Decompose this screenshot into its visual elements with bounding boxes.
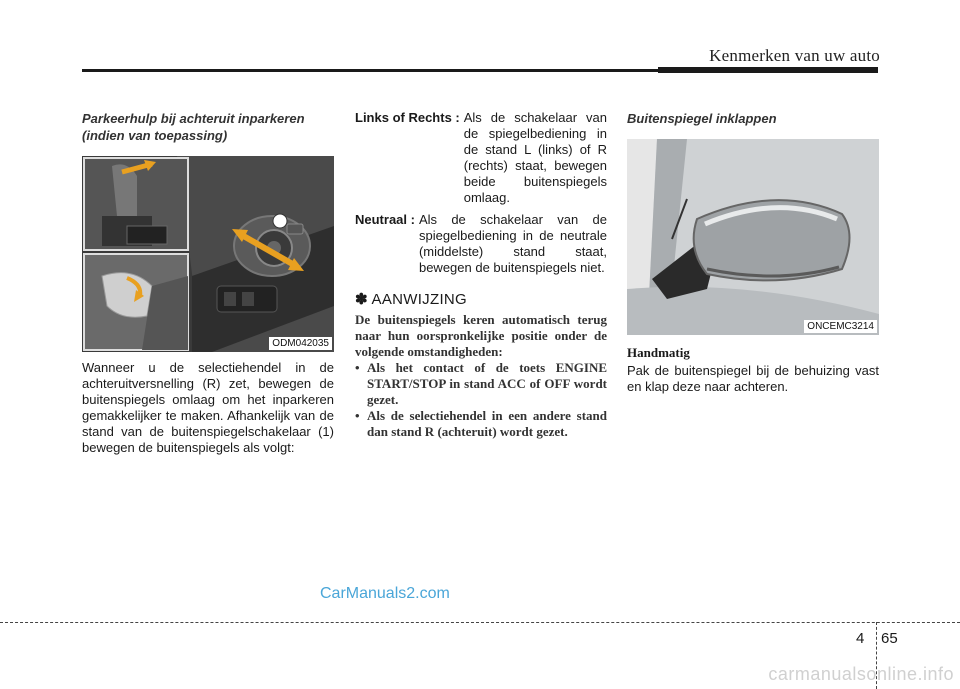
column-2	[355, 110, 607, 440]
definition-description: Als de schakelaar van de spiegelbediening in de stand L (links) of R (rechts) staat, bewegen beide buitenspiegels omlaag.	[463, 110, 607, 205]
section-heading-fold-mirror: Buitenspiegel inklappen	[627, 111, 777, 126]
fold-mirror-paragraph: Pak de buitenspiegel bij de behuizing vast en klap deze naar achteren.	[627, 363, 879, 394]
header-title: Kenmerken van uw auto	[709, 46, 880, 65]
note-bullet: • Als de selectiehendel in een andere stand dan stand R (achteruit) wordt gezet.	[355, 408, 607, 440]
note-heading	[355, 290, 607, 308]
note-star-icon: ✽	[355, 291, 368, 308]
section-heading-parking-aid	[82, 110, 334, 144]
chapter-number: 4	[856, 630, 865, 647]
definition-description: Als de schakelaar van de spiegelbediening in de neutrale (middelste) stand staat, bewegen de buitenspiegels niet.	[418, 212, 607, 275]
heading-line-2: (indien van toepassing)	[82, 128, 228, 143]
side-mirror-illustration	[627, 139, 879, 335]
subheading-manual: Handmatig	[627, 345, 690, 360]
heading-line-1: Parkeerhulp bij achteruit inparkeren	[82, 111, 305, 126]
header-rule-thick	[658, 67, 878, 73]
page-number: 65	[881, 630, 898, 647]
figure-code-label: ODM042035	[269, 337, 332, 350]
definition-term: Links of Rechts :	[355, 110, 460, 125]
definition-neutral	[355, 212, 607, 276]
figure-code-label: ONCEMC3214	[804, 320, 877, 333]
definition-term: Neutraal :	[355, 212, 415, 227]
note-heading-text: AANWIJZING	[371, 291, 468, 308]
footer-site-watermark: carmanualsonline.info	[768, 664, 954, 684]
note-list	[355, 360, 607, 440]
gear-mirror-illustration	[82, 156, 334, 352]
column-3	[627, 110, 879, 395]
watermark-link[interactable]: CarManuals2.com	[320, 585, 450, 602]
parking-aid-paragraph: Wanneer u de selectiehendel in de achteruitversnelling (R) zet, bewegen de buitenspiegels omlaag om het inparkeren gemakkelijker te maken. Afhankelijk van de stand van de buitenspiegelschakelaar (1) bewegen de buitenspiegels als volgt:	[82, 360, 334, 455]
footer-rule	[0, 622, 960, 623]
column-1	[82, 110, 334, 456]
note-bullet: • Als het contact of de toets ENGINE START/STOP in stand ACC of OFF wordt gezet.	[355, 360, 607, 408]
figure-side-mirror	[627, 139, 879, 335]
definition-left-right	[355, 110, 607, 206]
figure-gear-and-mirror-switch	[82, 156, 334, 352]
note-intro: De buitenspiegels keren automatisch terug naar hun oorspronkelijke positie onder de volgende omstandigheden:	[355, 312, 607, 359]
